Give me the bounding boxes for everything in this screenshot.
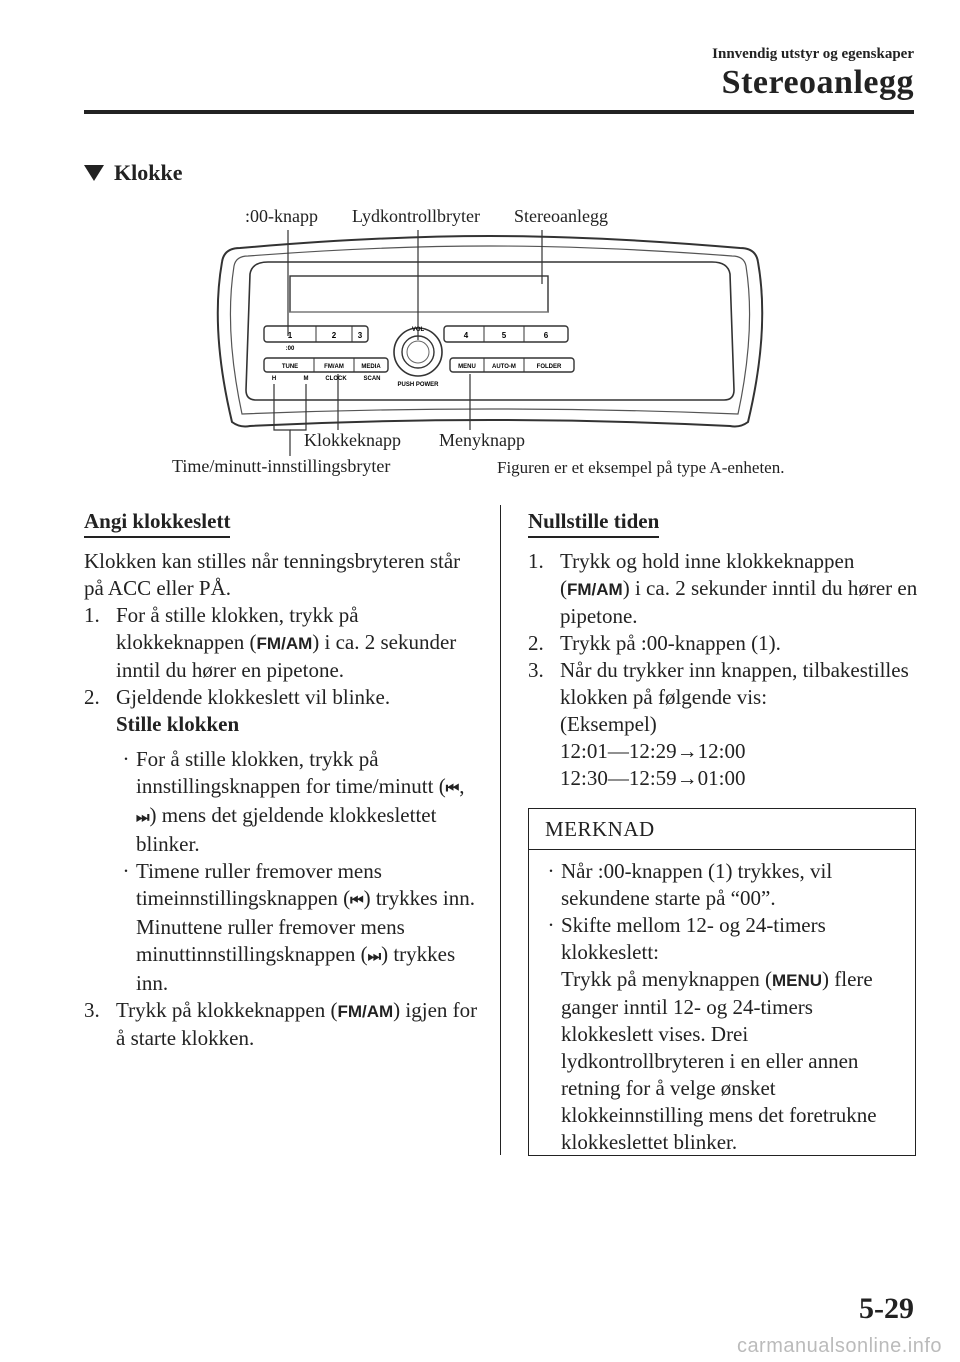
bullet-2: · Timene ruller fremover mens timeinnstillingsknappen (⏮) trykkes inn. Minuttene ruller fremover mens minuttinnstillingsknappen (⏭) trykkes inn. <box>122 859 475 995</box>
label-clock-button: Klokkeknapp <box>304 430 401 450</box>
scan-text: SCAN <box>363 376 381 382</box>
step-text: Trykk på :00-knappen (1). <box>560 631 781 655</box>
folder-text: FOLDER <box>536 364 562 370</box>
header-title: Stereoanlegg <box>721 64 914 101</box>
left-column <box>84 508 484 1052</box>
step-number: 1. <box>528 549 544 573</box>
example-line-1: 12:01―12:29→12:00 <box>560 739 746 763</box>
page-number: 5-29 <box>859 1292 914 1325</box>
fmam-text: FM/AM <box>324 364 344 370</box>
preset-5: 5 <box>501 331 507 340</box>
stereo-figure <box>140 200 840 490</box>
fmam-key: FM/AM <box>337 1002 394 1021</box>
autom-text: AUTO-M <box>492 364 516 370</box>
column-divider <box>500 505 501 1155</box>
note-title: MERKNAD <box>529 809 915 850</box>
note-box <box>528 808 916 1156</box>
example-label: (Eksempel) <box>560 712 657 736</box>
note-bullet-2: · Skifte mellom 12- og 24-timers klokkeslett: Trykk på menyknappen (MENU) flere ganger inntil 12- og 24-timers klokkeslett vises. Drei lydkontrollbryteren i en eller annen retning for å velge ønsket klokkeinnstilling mens det foretrukne klokkeslettet blinker. <box>547 913 877 1154</box>
step-text: Når du trykker inn knappen, tilbakestilles klokken på følgende vis: <box>560 658 909 709</box>
example-line-2: 12:30―12:59→01:00 <box>560 766 746 790</box>
note-body <box>529 850 915 1156</box>
preset-4: 4 <box>463 331 469 340</box>
step-2 <box>84 684 484 711</box>
watermark: carmanualsonline.info <box>736 1335 942 1357</box>
sub-heading: Stille klokken <box>116 712 240 736</box>
m-text: M <box>303 376 309 382</box>
label-menu-button: Menyknapp <box>439 430 525 450</box>
vol-text: VOL <box>411 327 425 333</box>
preset-6: 6 <box>543 331 549 340</box>
step-text: Trykk på klokkeknappen (FM/AM) igjen for å starte klokken. <box>116 998 478 1050</box>
zero-text: :00 <box>285 346 295 352</box>
heading-reset-time: Nullstille tiden <box>528 508 659 538</box>
fmam-key: FM/AM <box>256 634 313 653</box>
push-power-text: PUSH POWER <box>397 382 439 388</box>
step-number: 1. <box>84 603 100 627</box>
media-text: MEDIA <box>361 364 381 370</box>
fmam-key: FM/AM <box>567 580 623 599</box>
figure-caption: Figuren er et eksempel på type A-enheten. <box>497 458 785 477</box>
label-time-switch: Time/minutt-innstillingsbryter <box>172 456 391 476</box>
step-number: 2. <box>528 631 544 655</box>
label-zero-button: :00-knapp <box>245 206 318 226</box>
step-text: For å stille klokken, trykk på klokkeknappen (FM/AM) i ca. 2 sekunder inntil du hører en pipetone. <box>116 603 457 682</box>
reset-step-1 <box>528 548 918 630</box>
label-volume: Lydkontrollbryter <box>352 206 480 226</box>
header-subtitle: Innvendig utstyr og egenskaper <box>712 46 914 62</box>
next-track-icon: ⏭ <box>367 947 382 965</box>
h-text: H <box>271 376 277 382</box>
menu-key: MENU <box>771 971 823 990</box>
preset-3: 3 <box>357 331 363 340</box>
step-number: 2. <box>84 685 100 709</box>
step-1 <box>84 602 484 684</box>
prev-track-icon: ⏮ <box>350 891 364 909</box>
right-column <box>528 508 918 792</box>
label-audio: Stereoanlegg <box>514 206 608 226</box>
section-title: Klokke <box>114 160 183 185</box>
preset-2: 2 <box>331 331 337 340</box>
menu-text: MENU <box>458 364 476 370</box>
bullet-1: · For å stille klokken, trykk på innstillingsknappen for time/minutt (⏮, ⏭) mens det gjeldende klokkeslettet blinker. <box>122 747 465 856</box>
section-heading <box>84 160 182 186</box>
step-number: 3. <box>84 998 100 1022</box>
intro-text: Klokken kan stilles når tenningsbryteren står på ACC eller PÅ. <box>84 549 461 600</box>
clock-text: CLOCK <box>325 376 347 382</box>
tune-text: TUNE <box>281 364 299 370</box>
reset-step-3 <box>528 657 918 711</box>
step-number: 3. <box>528 658 544 682</box>
heading-set-clock: Angi klokkeslett <box>84 508 230 538</box>
triangle-down-icon <box>84 165 104 181</box>
step-text: Trykk og hold inne klokkeknappen (FM/AM) i ca. 2 sekunder inntil du hører en pipetone. <box>560 549 918 628</box>
note-bullet-1: · Når :00-knappen (1) trykkes, vil sekundene starte på “00”. <box>547 859 833 910</box>
header-rule <box>84 110 914 114</box>
prev-track-icon: ⏮ <box>445 779 460 797</box>
step-3 <box>84 997 484 1052</box>
preset-1: 1 <box>287 331 293 340</box>
next-track-icon: ⏭ <box>136 808 150 826</box>
step-text: Gjeldende klokkeslett vil blinke. <box>116 685 391 709</box>
reset-step-2 <box>528 630 918 657</box>
